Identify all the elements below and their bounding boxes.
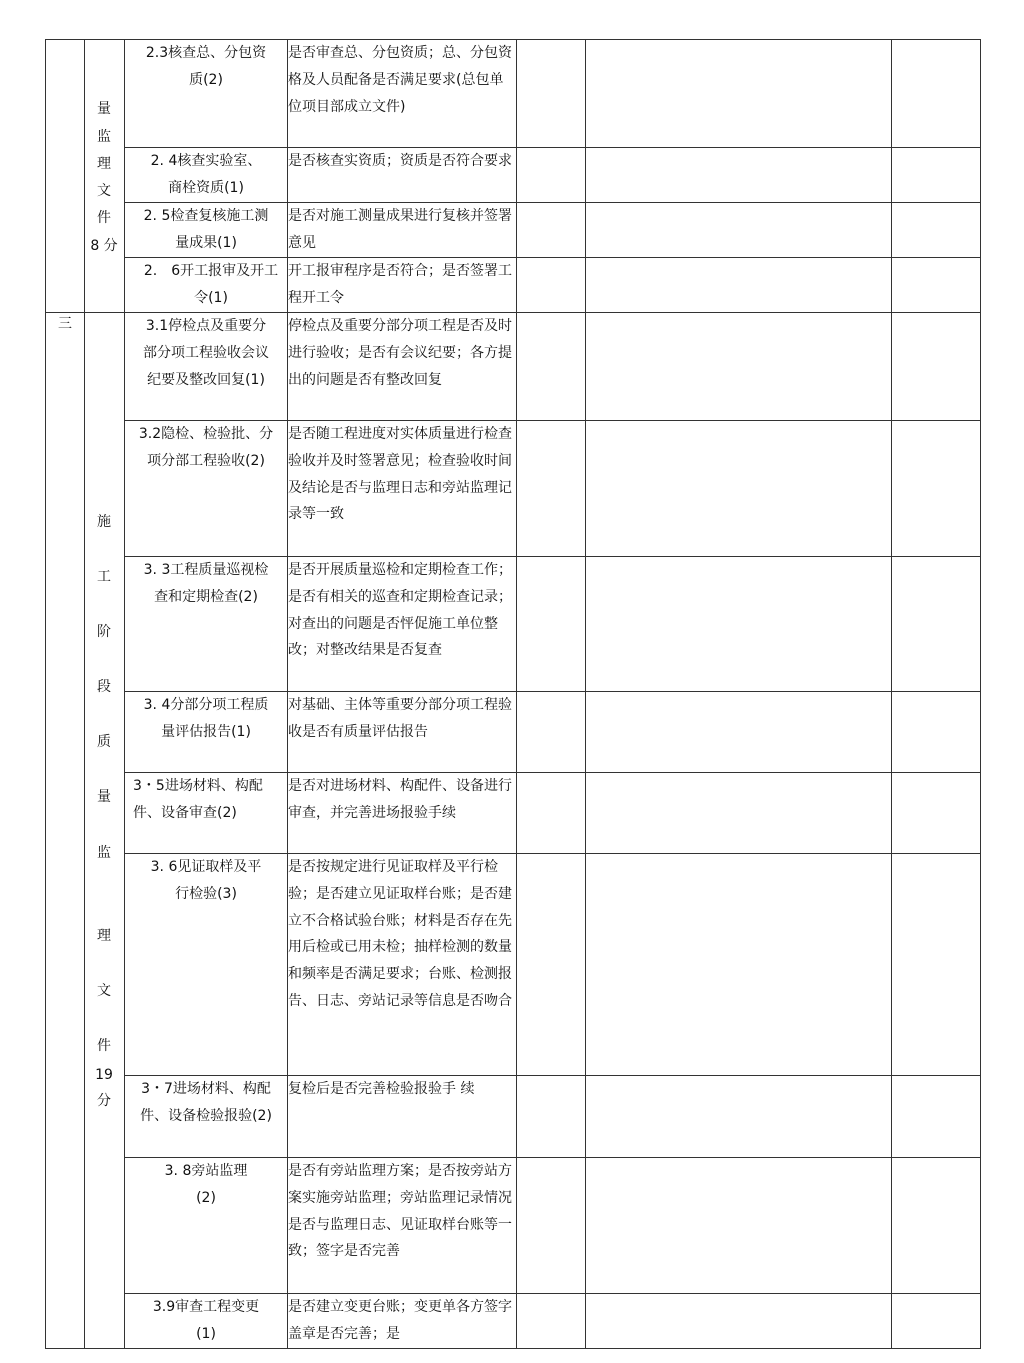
item-cell: 3. 3工程质量巡视检查和定期检查(2) (125, 557, 288, 692)
remark-cell (892, 421, 981, 557)
score-cell (517, 421, 586, 557)
criteria-cell: 对基础、主体等重要分部分项工程验收是否有质量评估报告 (288, 692, 517, 773)
evaluation-table (45, 39, 981, 1349)
section-label-char: 8 分 (90, 238, 118, 254)
issues-cell (586, 203, 892, 258)
issues-cell (586, 421, 892, 557)
item-cell: 2. 4核查实验室、商栓资质(1) (125, 148, 288, 203)
table-row (46, 40, 981, 148)
section-number-cell (46, 313, 85, 1349)
item-cell: 2.3核查总、分包资质(2) (125, 40, 288, 148)
section-label-char: 量 (97, 101, 111, 117)
section-label-char: 理 (97, 928, 111, 944)
criteria-cell: 停检点及重要分部分项工程是否及时进行验收；是否有会议纪要；各方提出的问题是否有整改回复 (288, 313, 517, 421)
issues-cell (586, 557, 892, 692)
issues-cell (586, 773, 892, 854)
issues-cell (586, 692, 892, 773)
criteria-cell: 是否按规定进行见证取样及平行检验；是否建立见证取样台账；是否建立不合格试验台账；材料是否存在先用后检或已用未检；抽样检测的数量和频率是否满足要求；台账、检测报告、日志、旁站记录等信息是否吻合 (288, 854, 517, 1076)
remark-cell (892, 1158, 981, 1294)
issues-cell (586, 40, 892, 148)
table-row (46, 1294, 981, 1349)
section-label-cell (85, 40, 125, 313)
table-row (46, 557, 981, 692)
section-number: 三 (58, 316, 72, 332)
section-label-char: 量 (97, 789, 111, 805)
item-cell: 3.1停检点及重要分部分项工程验收会议纪要及整改回复(1) (125, 313, 288, 421)
section-label-char: 监 (97, 129, 111, 145)
section-label-char: 件 (97, 1038, 111, 1054)
table-row (46, 1076, 981, 1158)
criteria-cell: 是否对施工测量成果进行复核并签署意见 (288, 203, 517, 258)
table-row (46, 421, 981, 557)
issues-cell (586, 148, 892, 203)
section-label-char: 段 (97, 679, 111, 695)
section-label-char: 工 (97, 569, 111, 585)
score-cell (517, 258, 586, 313)
issues-cell (586, 854, 892, 1076)
table-row (46, 313, 981, 421)
item-cell: 2. 6开工报审及开工令(1) (125, 258, 288, 313)
criteria-cell: 是否对进场材料、构配件、设备进行审查，并完善进场报验手续 (288, 773, 517, 854)
item-cell: 3. 8旁站监理(2) (125, 1158, 288, 1294)
table-row (46, 854, 981, 1076)
section-number-cell (46, 40, 85, 313)
section-label-cell (85, 313, 125, 1349)
score-cell (517, 148, 586, 203)
section-label-char: 监 (97, 845, 111, 861)
section-label-char: 文 (97, 983, 111, 999)
remark-cell (892, 854, 981, 1076)
criteria-cell: 是否随工程进度对实体质量进行检查验收并及时签署意见；检查验收时间及结论是否与监理日志和旁站监理记录等一致 (288, 421, 517, 557)
item-cell: 3. 4分部分项工程质量评估报告(1) (125, 692, 288, 773)
remark-cell (892, 1076, 981, 1158)
section-label-char: 施 (97, 514, 111, 530)
criteria-cell: 是否核查实资质；资质是否符合要求 (288, 148, 517, 203)
remark-cell (892, 313, 981, 421)
item-cell: 3・7进场材料、构配件、设备检验报验(2) (125, 1076, 288, 1158)
table-row (46, 773, 981, 854)
section-label-char: 质 (97, 734, 111, 750)
remark-cell (892, 692, 981, 773)
issues-cell (586, 1294, 892, 1349)
section-label-char: 理 (97, 156, 111, 172)
remark-cell (892, 557, 981, 692)
table-row (46, 692, 981, 773)
section-label-char: 分 (97, 1093, 111, 1109)
table-row (46, 203, 981, 258)
score-cell (517, 854, 586, 1076)
score-cell (517, 1076, 586, 1158)
table-row (46, 148, 981, 203)
remark-cell (892, 203, 981, 258)
remark-cell (892, 40, 981, 148)
item-cell: 2. 5检查复核施工测量成果(1) (125, 203, 288, 258)
criteria-cell: 开工报审程序是否符合；是否签署工程开工令 (288, 258, 517, 313)
score-cell (517, 773, 586, 854)
remark-cell (892, 258, 981, 313)
criteria-cell: 是否审查总、分包资质；总、分包资格及人员配备是否满足要求(总包单位项目部成立文件) (288, 40, 517, 148)
score-cell (517, 1158, 586, 1294)
remark-cell (892, 773, 981, 854)
table-row (46, 258, 981, 313)
remark-cell (892, 148, 981, 203)
criteria-cell: 复检后是否完善检验报验手 续 (288, 1076, 517, 1158)
section-label-char: 19 (95, 1067, 113, 1083)
score-cell (517, 313, 586, 421)
issues-cell (586, 1158, 892, 1294)
criteria-cell: 是否开展质量巡检和定期检查工作；是否有相关的巡查和定期检查记录；对查出的问题是否怦促施工单位整改；对整改结果是否复查 (288, 557, 517, 692)
item-cell: 3.2隐检、检验批、分项分部工程验收(2) (125, 421, 288, 557)
criteria-cell: 是否建立变更台账；变更单各方签字盖章是否完善；是 (288, 1294, 517, 1349)
section-label-char: 文 (97, 183, 111, 199)
remark-cell (892, 1294, 981, 1349)
item-cell: 3. 6见证取样及平行检验(3) (125, 854, 288, 1076)
issues-cell (586, 1076, 892, 1158)
score-cell (517, 1294, 586, 1349)
score-cell (517, 40, 586, 148)
score-cell (517, 692, 586, 773)
item-cell: 3.9审查工程变更(1) (125, 1294, 288, 1349)
score-cell (517, 203, 586, 258)
issues-cell (586, 258, 892, 313)
table-row (46, 1158, 981, 1294)
section-label-char: 件 (97, 210, 111, 226)
criteria-cell: 是否有旁站监理方案；是否按旁站方案实施旁站监理；旁站监理记录情况是否与监理日志、见证取样台账等一致；签字是否完善 (288, 1158, 517, 1294)
section-label-char: 阶 (97, 624, 111, 640)
item-cell: 3・5进场材料、构配件、设备审查(2) (125, 773, 288, 854)
score-cell (517, 557, 586, 692)
issues-cell (586, 313, 892, 421)
